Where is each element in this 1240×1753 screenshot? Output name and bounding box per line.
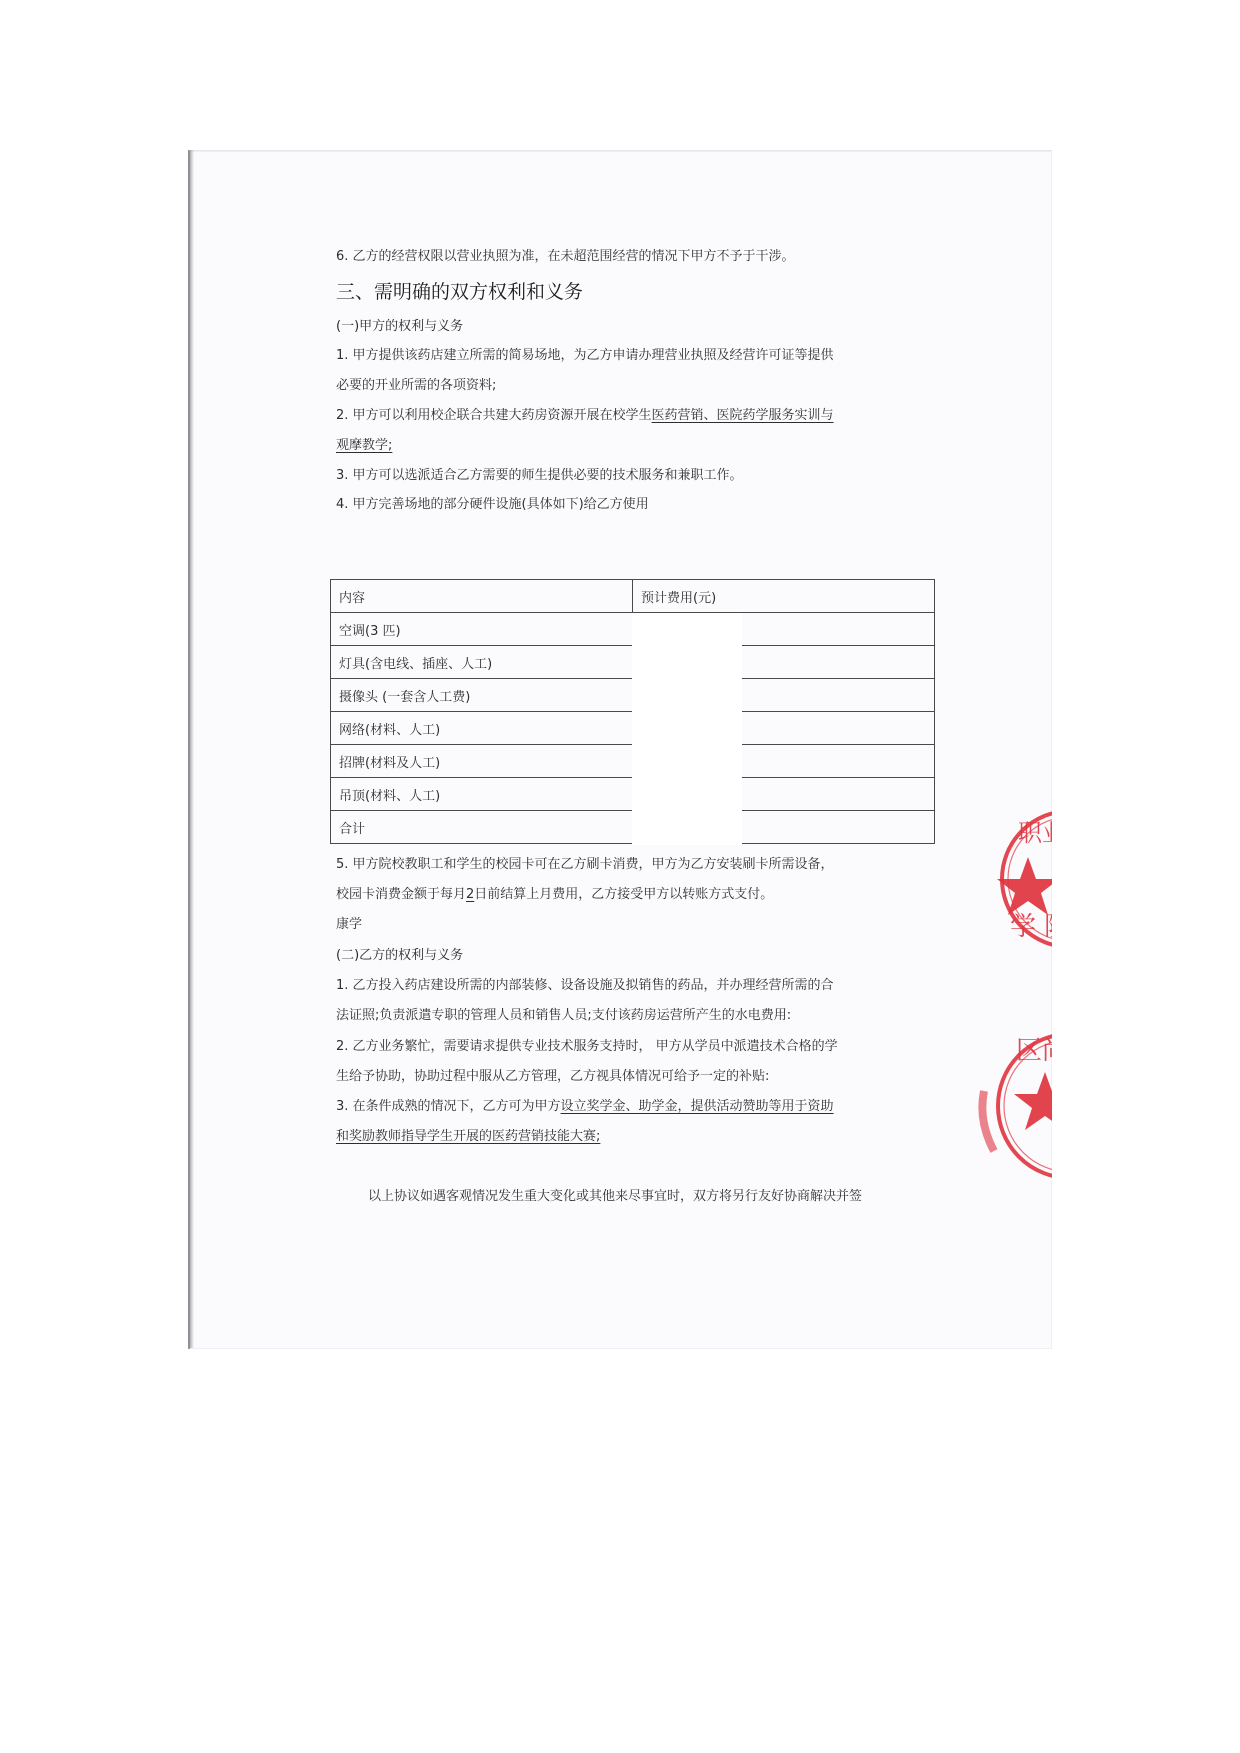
clause-underlined-text: 设立奖学金、助学金，提供活动赞助等用于资助: [560, 1099, 834, 1114]
party-a-clause-1-line-1: 1. 甲方提供该药店建立所需的简易场地，为乙方申请办理营业执照及经营许可证等提供: [336, 348, 834, 363]
section-heading: 三、需明确的双方权利和义务: [336, 281, 584, 303]
party-b-clause-1-line-2: 法证照;负责派遣专职的管理人员和销售人员;支付该药房运营所产生的水电费用:: [336, 1008, 792, 1023]
handwritten-note: 康学: [336, 917, 363, 932]
table-cell-item: 灯具(含电线、插座、人工): [331, 646, 633, 679]
table-header-row: [331, 580, 935, 613]
seal-lower-text: 学 院: [1010, 912, 1071, 942]
table-header-cell: 预计费用(元): [633, 580, 935, 613]
party-b-clause-2-line-2: 生给予协助，协助过程中服从乙方管理，乙方视具体情况可给予一定的补贴:: [336, 1069, 770, 1084]
table-cell-item: 摄像头 (一套含人工费): [331, 679, 633, 712]
clause-text: 2. 甲方可以利用校企联合共建大药房资源开展在校学生: [336, 408, 652, 423]
table-header-cell: 内容: [331, 580, 633, 613]
clause-text: 日前结算上月费用，乙方接受甲方以转账方式支付。: [474, 887, 774, 902]
table-cell-item: 合计: [331, 811, 633, 844]
seal-text: 区尚: [1016, 1036, 1069, 1066]
party-b-clause-3-line-1: [336, 1097, 834, 1117]
party-a-heading: (一)甲方的权利与义务: [336, 319, 464, 334]
clause-underlined-text: 观摩教学;: [336, 438, 393, 453]
party-a-clause-3: 3. 甲方可以选派适合乙方需要的师生提供必要的技术服务和兼职工作。: [336, 468, 743, 483]
party-b-heading: (二)乙方的权利与义务: [336, 948, 464, 963]
scanned-page: [188, 150, 1071, 1349]
party-b-clause-3-line-2: [336, 1127, 600, 1147]
party-b-clause-2-line-1: 2. 乙方业务繁忙，需要请求提供专业技术服务支持时， 甲方从学员中派遣技术合格的学: [336, 1039, 838, 1054]
scan-edge-shadow: [188, 150, 194, 1348]
party-a-clause-2-line-1: [336, 406, 834, 426]
party-a-clause-2-line-2: [336, 436, 392, 456]
clause-underlined-text: 和奖励教师指导学生开展的医药营销技能大赛;: [336, 1129, 601, 1144]
official-seal-lower: [970, 1021, 1069, 1191]
seal-upper-text: 职业: [1018, 819, 1066, 847]
party-a-clause-5-line-2: [336, 885, 773, 905]
clause-text: 校园卡消费金额于每月: [336, 887, 467, 902]
redaction-box: [632, 613, 742, 845]
closing-paragraph: 以上协议如遇客观情况发生重大变化或其他来尽事宜时，双方将另行友好协商解决并签: [368, 1189, 863, 1204]
party-b-clause-1-line-1: 1. 乙方投入药店建设所需的内部装修、设备设施及拟销售的药品，并办理经营所需的合: [336, 978, 834, 993]
party-a-clause-4: 4. 甲方完善场地的部分硬件设施(具体如下)给乙方使用: [336, 497, 649, 512]
clause-6: 6. 乙方的经营权限以营业执照为准，在未超范围经营的情况下甲方不予于干涉。: [336, 249, 795, 264]
table-cell-item: 招牌(材料及人工): [331, 745, 633, 778]
settlement-day: 2: [466, 887, 475, 902]
table-cell-item: 吊顶(材料、人工): [331, 778, 633, 811]
table-cell-item: 网络(材料、人工): [331, 712, 633, 745]
clause-underlined-text: 医药营销、医院药学服务实训与: [651, 408, 834, 423]
party-a-clause-1-line-2: 必要的开业所需的各项资料;: [336, 378, 497, 393]
table-cell-item: 空调(3 匹): [331, 613, 633, 646]
clause-text: 3. 在条件成熟的情况下，乙方可为甲方: [336, 1099, 561, 1114]
party-a-clause-5-line-1: 5. 甲方院校教职工和学生的校园卡可在乙方刷卡消费，甲方为乙方安装刷卡所需设备，: [336, 857, 834, 872]
official-seal-upper: [980, 799, 1071, 959]
